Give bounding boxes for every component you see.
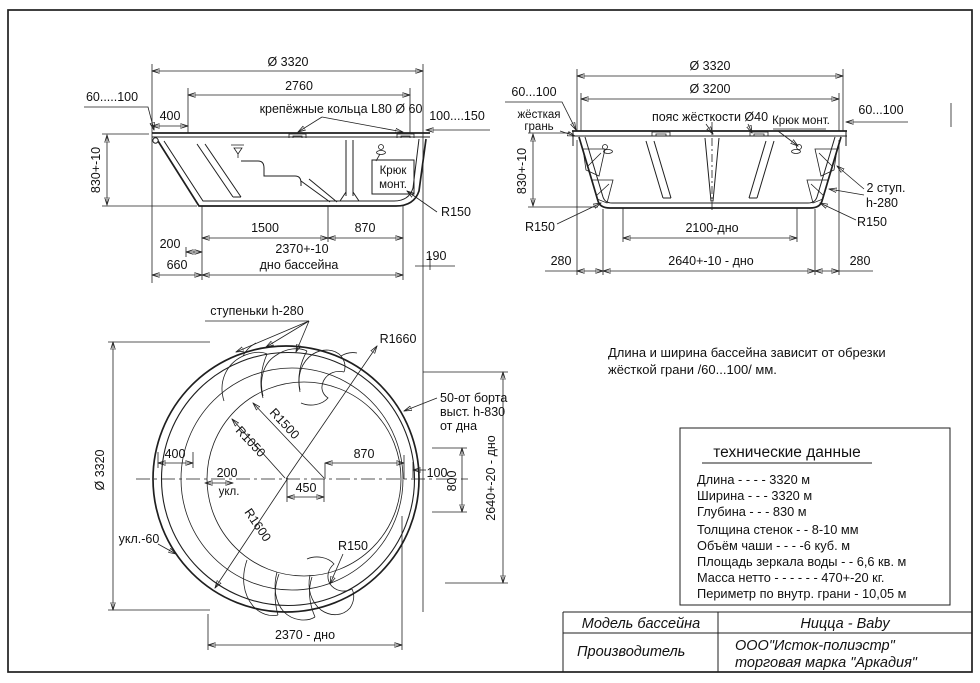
label-slope-60: укл.-60 bbox=[118, 532, 160, 546]
dim-depth-a: 830+-10 bbox=[89, 146, 103, 194]
plan-view bbox=[93, 304, 508, 650]
tech-row-width: Ширина - - - 3320 м bbox=[697, 488, 813, 503]
dim-edge-left-b: 60...100 bbox=[511, 85, 557, 99]
hook-icon-right bbox=[792, 150, 801, 154]
steps-profile bbox=[241, 161, 301, 186]
dim-1500: 1500 bbox=[251, 221, 279, 235]
dim-edge-left: 60.....100 bbox=[85, 90, 139, 104]
dim-400: 400 bbox=[159, 109, 181, 123]
dim-2640-plan: 2640+-20 - дно bbox=[484, 435, 498, 521]
note-line-1: Длина и ширина бассейна зависит от обрезки bbox=[608, 345, 886, 360]
note-line-2: жёсткой грани /60...100/ мм. bbox=[608, 362, 777, 377]
dim-200-plan: 200 bbox=[216, 466, 238, 480]
dim-280-right: 280 bbox=[849, 254, 871, 268]
label-steps-plan: ступеньки h-280 bbox=[210, 304, 304, 318]
radius-r150-b-left: R150 bbox=[525, 220, 555, 234]
dim-2760: 2760 bbox=[285, 79, 313, 93]
dim-dia-3200: Ø 3200 bbox=[689, 82, 731, 96]
label-rigid-edge-2: грань bbox=[524, 121, 554, 133]
manufacturer-value-2: торговая марка "Аркадия" bbox=[735, 655, 917, 671]
note-border-2: выст. h-830 bbox=[440, 405, 506, 419]
radius-r150-plan: R150 bbox=[338, 539, 368, 553]
radius-r150-b-right: R150 bbox=[857, 215, 887, 229]
label-fastening-rings: крепёжные кольца L80 Ø 60 bbox=[259, 102, 423, 116]
model-label: Модель бассейна bbox=[581, 616, 701, 632]
tech-row-wall: Толщина стенок - - 8-10 мм bbox=[697, 522, 859, 537]
dim-800: 800 bbox=[445, 470, 459, 492]
label-2-steps-1: 2 ступ. bbox=[866, 181, 906, 195]
dim-2100: 2100-дно bbox=[685, 221, 739, 235]
label-stiffening-belt: пояс жёсткости Ø40 bbox=[651, 110, 769, 124]
dim-dia-3320: Ø 3320 bbox=[267, 55, 309, 69]
radius-r150-a: R150 bbox=[441, 205, 471, 219]
dim-870-a: 870 bbox=[354, 221, 376, 235]
dim-200-a: 200 bbox=[159, 237, 181, 251]
tech-data-title: технические данные bbox=[713, 444, 861, 461]
center-post bbox=[338, 140, 361, 201]
radius-r1500: R1500 bbox=[266, 405, 303, 442]
label-hook-b: Крюк монт. bbox=[772, 115, 830, 127]
label-hook-1: Крюк bbox=[379, 165, 407, 177]
hook-icon bbox=[377, 151, 386, 155]
label-rigid-edge-1: жёсткая bbox=[517, 109, 561, 121]
model-value: Ницца - Baby bbox=[800, 616, 890, 632]
dim-2370: 2370+-10 bbox=[275, 242, 329, 256]
section-a-cross-section bbox=[84, 55, 490, 612]
dim-edge-right-b: 60...100 bbox=[858, 103, 904, 117]
label-2-steps-2: h-280 bbox=[866, 196, 898, 210]
label-hook-2: монт. bbox=[379, 179, 407, 191]
dim-dia-vertical: Ø 3320 bbox=[93, 449, 107, 491]
dim-edge-right: 100....150 bbox=[429, 109, 485, 123]
dim-depth-b: 830+-10 bbox=[515, 147, 529, 195]
tech-row-length: Длина - - - - 3320 м bbox=[697, 472, 811, 487]
tech-row-area: Площадь зеркала воды - - 6,6 кв. м bbox=[697, 554, 907, 569]
title-block bbox=[563, 612, 972, 672]
manufacturer-value-1: ООО"Исток-полиэстр" bbox=[735, 638, 895, 654]
radius-r1600: R1600 bbox=[241, 505, 274, 545]
dim-660: 660 bbox=[166, 258, 188, 272]
dim-870-plan: 870 bbox=[353, 447, 375, 461]
note-block bbox=[608, 345, 886, 377]
tech-row-mass: Масса нетто - - - - - - 470+-20 кг. bbox=[697, 570, 885, 585]
tech-row-volume: Объём чаши - - - -6 куб. м bbox=[697, 538, 850, 553]
tech-row-perimeter: Периметр по внутр. грани - 10,05 м bbox=[697, 586, 907, 601]
dim-190: 190 bbox=[425, 249, 447, 263]
label-floor-a: дно бассейна bbox=[259, 258, 339, 272]
section-b-cross-section bbox=[505, 59, 951, 275]
technical-data-box bbox=[680, 428, 950, 605]
radius-r1660: R1660 bbox=[379, 332, 417, 346]
label-slope: укл. bbox=[218, 486, 240, 498]
water-level-icon bbox=[231, 145, 244, 158]
dim-280-left: 280 bbox=[550, 254, 572, 268]
dim-2640-b: 2640+-10 - дно bbox=[668, 254, 754, 268]
tech-row-depth: Глубина - - - 830 м bbox=[697, 504, 807, 519]
radius-r1050: R1050 bbox=[232, 423, 269, 460]
dim-100: 100 bbox=[426, 466, 448, 480]
dim-2370-plan: 2370 - дно bbox=[274, 628, 336, 642]
note-border-3: от дна bbox=[440, 419, 478, 433]
dim-450: 450 bbox=[295, 481, 317, 495]
dim-dia-3320-b: Ø 3320 bbox=[689, 59, 731, 73]
dim-400-plan: 400 bbox=[164, 447, 186, 461]
manufacturer-label: Производитель bbox=[577, 644, 686, 660]
note-border-1: 50-от борта bbox=[440, 391, 508, 405]
